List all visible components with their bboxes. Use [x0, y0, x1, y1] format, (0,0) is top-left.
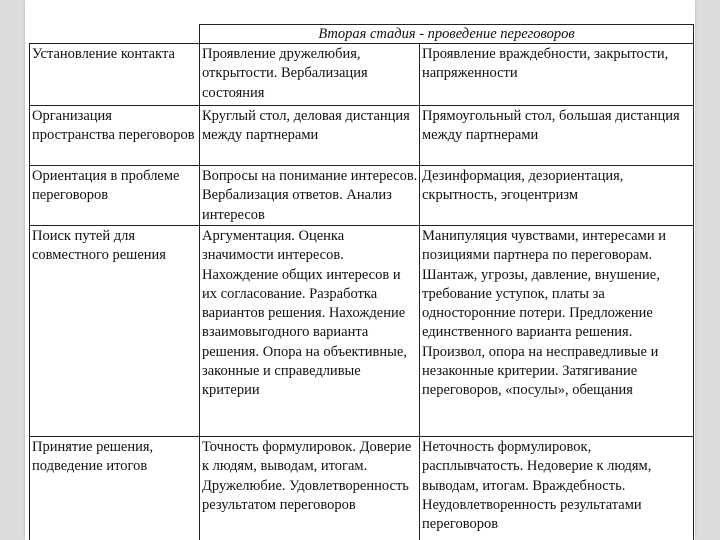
stage-cell: Поиск путей для совместного решения	[30, 226, 200, 437]
document-page	[25, 0, 695, 540]
table-row	[30, 166, 694, 226]
stage-cell: Принятие решения, подведение итогов	[30, 437, 200, 540]
table-row	[30, 437, 694, 540]
negative-cell: Прямоугольный стол, большая дистанция между партнерами	[420, 106, 694, 166]
stage-cell: Установление контакта	[30, 44, 200, 106]
stage-cell: Ориентация в проблеме переговоров	[30, 166, 200, 226]
positive-cell: Аргументация. Оценка значимости интересов. Нахождение общих интересов и их согласование. Разработка вариантов решения. Нахождение взаимовыгодного варианта решения. Опора на объективные, законные и справедливые критерии	[200, 226, 420, 437]
empty-header-cell	[30, 25, 200, 44]
table-row	[30, 106, 694, 166]
stage-title: Вторая стадия - проведение переговоров	[200, 25, 694, 44]
negative-cell: Проявление враждебности, закрытости, напряженности	[420, 44, 694, 106]
positive-cell: Точность формулировок. Доверие к людям, выводам, итогам. Дружелюбие. Удовлетворенность результатом переговоров	[200, 437, 420, 540]
table-header-row	[30, 25, 694, 44]
table-row	[30, 44, 694, 106]
stage-cell: Организация пространства переговоров	[30, 106, 200, 166]
negative-cell: Манипуляция чувствами, интересами и позициями партнера по переговорам. Шантаж, угрозы, давление, внушение, требование уступок, платы за односторонние потери. Предложение единственного варианта решения. Произвол, опора на несправедливые и незаконные критерии. Затягивание переговоров, «посулы», обещания	[420, 226, 694, 437]
negotiation-stage-table	[29, 24, 694, 540]
table-row	[30, 226, 694, 437]
negative-cell: Дезинформация, дезориентация, скрытность, эгоцентризм	[420, 166, 694, 226]
positive-cell: Круглый стол, деловая дистанция между партнерами	[200, 106, 420, 166]
positive-cell: Вопросы на понимание интересов. Вербализация ответов. Анализ интересов	[200, 166, 420, 226]
positive-cell: Проявление дружелюбия, открытости. Вербализация состояния	[200, 44, 420, 106]
negative-cell: Неточность формулировок, расплывчатость. Недоверие к людям, выводам, итогам. Враждебность. Неудовлетворенность результатами переговоров	[420, 437, 694, 540]
